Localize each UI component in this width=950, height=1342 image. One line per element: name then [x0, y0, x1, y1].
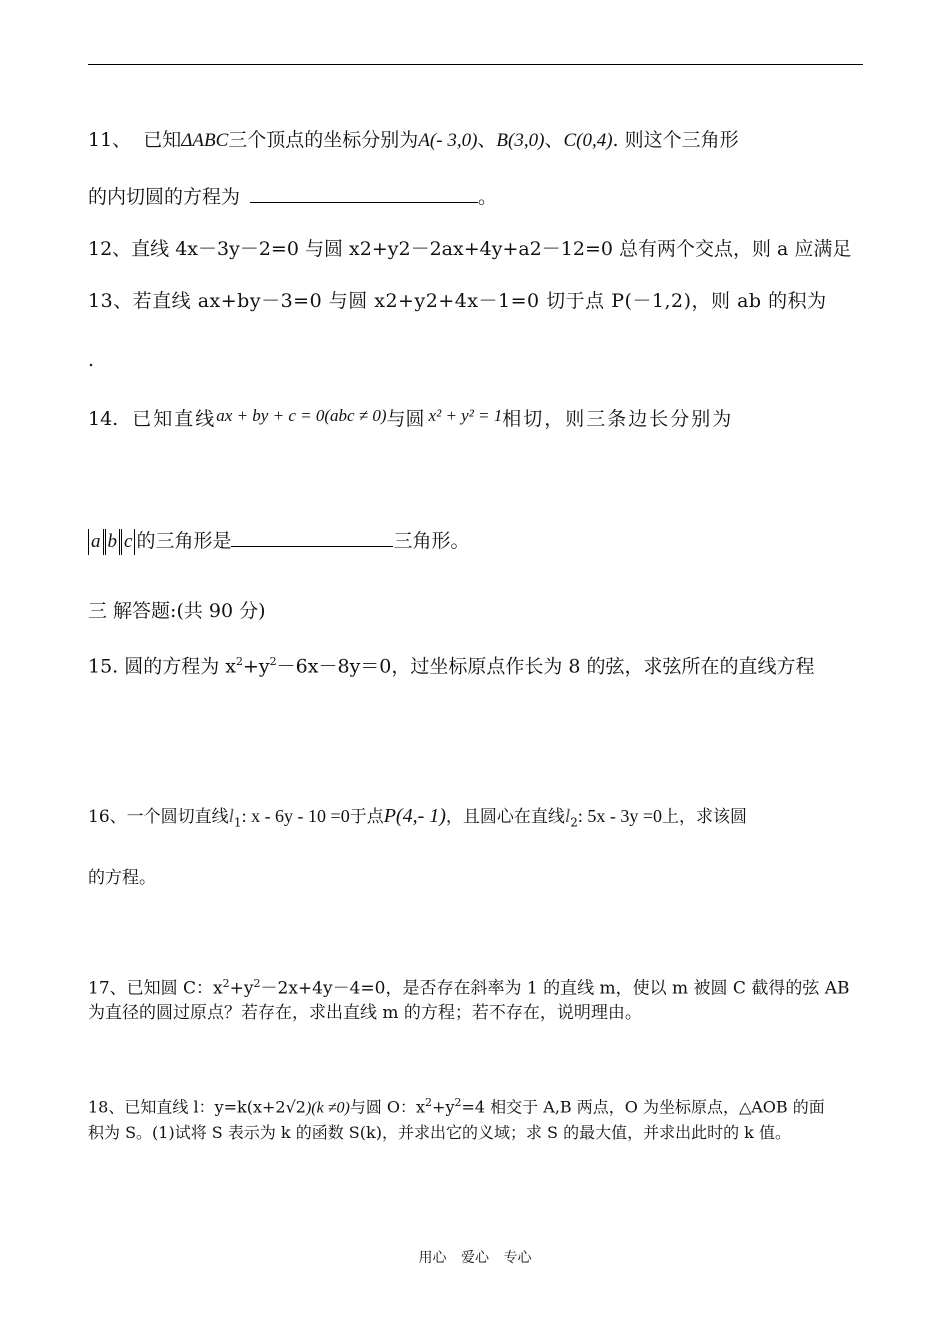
q11-text: 已知: [143, 129, 182, 151]
question-15: [88, 649, 815, 679]
q11-point-c: C(0,4): [563, 130, 613, 151]
footer-word: 爱心: [461, 1250, 489, 1266]
q18-sup: 2: [454, 1096, 462, 1109]
q14-circle-equation: x² + y² = 1: [428, 406, 503, 425]
q11-text-2: 三个顶点的坐标分别为: [228, 129, 419, 151]
question-17-line2: 为直径的圆过原点？若存在，求出直线 m 的方程；若不存在，说明理由。: [88, 1003, 642, 1023]
q11-text-4: 的内切圆的方程为: [88, 186, 241, 208]
question-18-line1: [88, 1090, 825, 1121]
q16-l2: l: [564, 806, 571, 827]
question-14-line1: [88, 406, 733, 433]
q18-text-2: 与圆 O：x: [349, 1097, 426, 1117]
question-16-line1: [88, 803, 747, 835]
q18-sqrt: √2: [285, 1097, 306, 1117]
q17-sup: 2: [253, 977, 261, 990]
q11-text-5: 。: [478, 186, 498, 208]
q11-point-a: A(- 3,0): [418, 130, 478, 151]
q16-text: 16、一个圆切直线: [88, 807, 229, 827]
question-17-line1: [88, 971, 850, 1002]
q17-text-3: －2x+4y－4=0，是否存在斜率为 1 的直线 m，使以 m 被圆 C 截得的弦 AB: [260, 978, 850, 999]
q14-abs-c: c: [121, 529, 135, 555]
q14-text-5: 三角形。: [393, 530, 470, 552]
header-rule: [88, 64, 863, 65]
q11-point-b: B(3,0): [496, 130, 545, 151]
question-11-line1: [88, 127, 739, 154]
q15-text-3: －6x－8y＝0，过坐标原点作长为 8 的弦，求弦所在的直线方程: [276, 655, 815, 678]
q15-sup: 2: [236, 655, 244, 668]
q11-triangle: ΔABC: [181, 130, 229, 151]
q11-sep: 、: [477, 129, 497, 151]
q14-line-equation: ax + by + c = 0(abc ≠ 0): [216, 406, 387, 425]
q11-answer-blank[interactable]: [250, 184, 478, 203]
q14-text: 已知直线: [132, 408, 217, 430]
q16-l1-sub: 1: [233, 815, 242, 830]
q14-abs-a: a: [88, 529, 104, 555]
q11-sep: 、: [544, 129, 564, 151]
q15-text: 15. 圆的方程为 x: [88, 655, 237, 678]
q14-text-3: 相切，则三条边长分别为: [502, 408, 734, 430]
q17-sup: 2: [222, 977, 230, 990]
q18-text-4: =4 相交于 A,B 两点，O 为坐标原点，△AOB 的面: [461, 1097, 825, 1117]
q16-line-equation: : x - 6y - 10 =0: [241, 806, 350, 826]
q14-text-2: 与圆: [386, 408, 425, 430]
q16-text-3: ，且圆心在直线: [445, 807, 565, 827]
section-3-heading: 三 解答题:(共 90 分): [88, 600, 266, 622]
question-11-line2: [88, 184, 497, 210]
q18-sup: 2: [425, 1096, 433, 1109]
question-13-tail: .: [88, 349, 95, 371]
q14-number: 14.: [88, 408, 119, 430]
q16-text-4: 上，求该圆: [661, 807, 747, 827]
q14-answer-blank[interactable]: [231, 528, 393, 547]
q18-text-3: +y: [432, 1097, 455, 1117]
question-13: [88, 288, 827, 314]
question-14-line2: [88, 528, 469, 555]
q11-text-3: . 则这个三角形: [612, 129, 739, 151]
q11-number: 11、: [88, 129, 132, 151]
q16-point-p: P(4,- 1): [383, 805, 446, 827]
question-18-line2: 积为 S。(1)试将 S 表示为 k 的函数 S(k)，并求出它的义域；求 S 的最大值，并求出此时的 k 值。: [88, 1123, 791, 1142]
page-footer: [0, 1247, 950, 1267]
q14-abs-b: b: [105, 529, 121, 555]
q16-center-line-equation: : 5x - 3y =0: [577, 806, 662, 826]
footer-word: 用心: [418, 1250, 447, 1266]
q14-text-4: 的三角形是: [136, 530, 232, 552]
q15-text-2: +y: [243, 655, 270, 678]
q16-l2-sub: 2: [570, 815, 578, 830]
q17-text-2: +y: [229, 978, 254, 999]
q16-l1: l: [228, 806, 234, 827]
q18-text: 18、已知直线 l：y=k(x+2: [88, 1097, 286, 1117]
question-12: 12、直线 4x－3y－2=0 与圆 x2+y2－2ax+4y+a2－12=0 总有两个交点，则 a 应满足: [88, 238, 852, 260]
q13-text: 13、若直线 ax+by－3=0 与圆 x2+y2+4x－1=0 切于点 P(－1,2)，则 ab 的积为: [88, 290, 827, 312]
footer-word: 专心: [503, 1250, 532, 1266]
q16-text-2: 于点: [349, 807, 384, 827]
q18-condition: )(k ≠0): [305, 1099, 350, 1117]
q15-sup: 2: [269, 655, 277, 668]
question-16-line2: 的方程。: [88, 868, 156, 888]
q17-text: 17、已知圆 C：x: [88, 978, 223, 999]
